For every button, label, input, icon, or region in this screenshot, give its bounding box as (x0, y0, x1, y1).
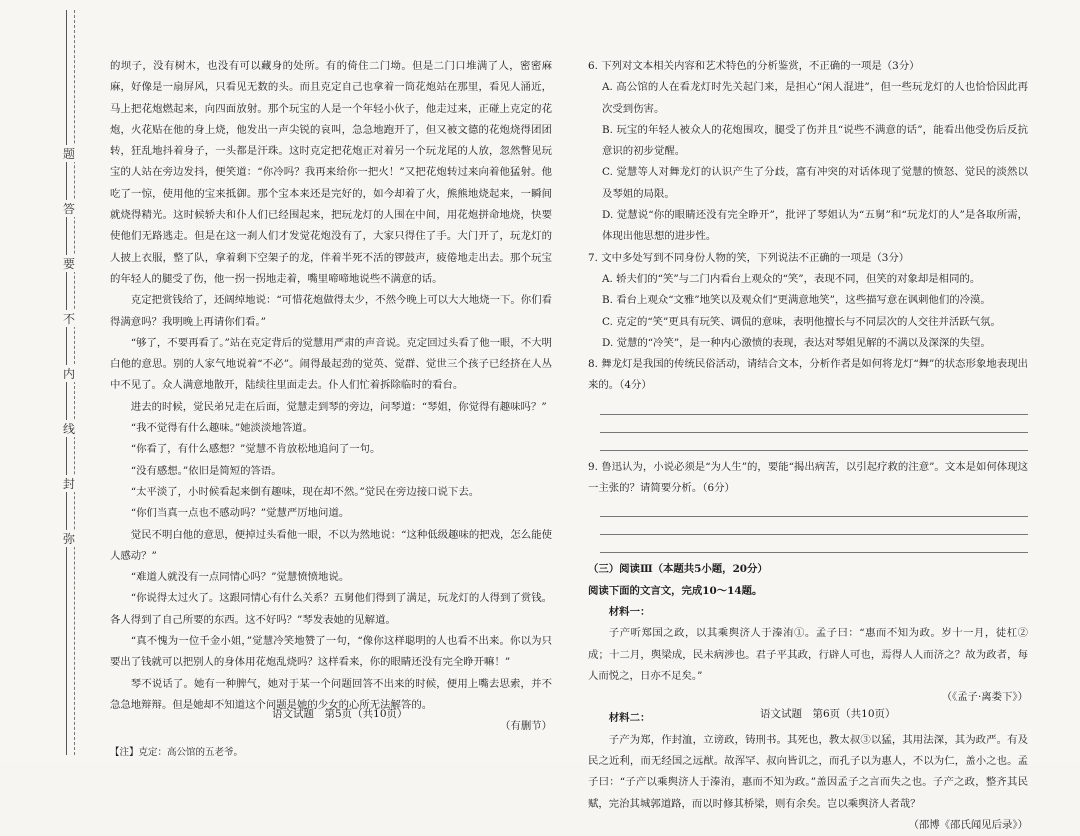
option: D. 觉慧的“冷笑”，是一种内心激愤的表现，表达对琴姐见解的不满以及深深的失望。 (602, 336, 991, 349)
paragraph: 觉民不明白他的意思，便掉过头看他一眼，不以为然地说：“这种低级趣味的把戏，怎么能使人感动？” (110, 528, 552, 562)
material-1-source: （《孟子·离娄下》） (941, 691, 1028, 704)
answer-line[interactable] (600, 535, 1028, 553)
option: A. 高公馆的人在看龙灯时先关起门来，是担心“闲人混进”，但一些玩龙灯的人也恰恰因此再次受到伤害。 (602, 81, 1028, 115)
paragraph: 进去的时候，觉民弟兄走在后面，觉慧走到琴的旁边，问琴道：“琴姐，你觉得有趣味吗？” (130, 400, 547, 413)
option: C. 觉慧等人对舞龙灯的认识产生了分歧，富有冲突的对话体现了觉慧的愤怒、觉民的淡然以及琴姐的局限。 (602, 166, 1028, 200)
option: B. 看台上观众“文雅”地笑以及观众们“更满意地笑”，这些描写意在讽刺他们的冷漠。 (602, 294, 991, 307)
material-1-title: 材料一： (608, 605, 651, 618)
paragraph: 的坝子，没有树木，也没有可以藏身的处所。有的倚住二门坳。但是二门口堆满了人，密密麻麻，好像是一扇屏风，只看见无数的头。而且克定自己也拿着一筒花炮站在那里，看见人涌近，马上把花炮燃起来，向四面放射。那个玩宝的人是一个年轻小伙子，他走过来，正碰上克定的花炮，火花贴在他的身上烧，他发出一声尖锐的哀叫，急急地跑开了，但又被文德的花炮烧得团团转，狂乱地抖着身子，一头都是汗珠。这时克定把花炮正对着另一个玩龙尾的人放，忽然瞥见玩宝的人站在旁边发抖，便笑道：“你冷吗？我再来给你一把火！”又把花炮转过来向着他猛射。他吃了一惊，使用他的宝来抵御。那个宝本来还是完好的，如今却着了火，熊熊地烧起来，一瞬间就烧得精光。这时候轿夫和仆人们已经围起来，把玩龙灯的人围在中间，用花炮拼命地烧，快要使他们无路逃走。但是在这一刹人们才发觉花炮没有了，大家只得住了手。大门开了，玩龙灯的人披上衣服，整了队，拿着剩下空架子的龙，伴着半死不活的锣鼓声，疲倦地走出去。那个玩宝的年轻人的腿受了伤，他一拐一拐地走着，嘴里啼啼地说些不满意的话。 (110, 60, 552, 285)
option: D. 觉慧说“你的眼睛还没有完全睁开”，批评了琴姐认为“五舅”和“玩龙灯的人”是各取所需，体现出他思想的进步性。 (602, 209, 1028, 243)
paragraph: “你说得太过火了。这跟同情心有什么关系？五舅他们得到了满足，玩龙灯的人得到了赏钱。各人得到了自己所要的东西。这不好吗？”琴发表她的见解道。 (110, 592, 552, 626)
material-1-text: 子产听郑国之政，以其乘舆济人于溱洧①。孟子曰：“惠而不知为政。岁十一月，徒杠②成；十二月，舆梁成，民未病涉也。君子平其政，行辟人可也，焉得人人而济之？故为政者，每人而悦之，日亦不足矣。” (588, 627, 1028, 682)
answer-line[interactable] (600, 397, 1028, 415)
material-2-title: 材料二： (608, 712, 651, 725)
binding-char: 内 (63, 367, 76, 381)
option: C. 克定的“笑”更具有玩笑、调侃的意味，表明他擅长与不同层次的人交往并活跃气氛。 (602, 315, 1001, 328)
answer-line[interactable] (600, 433, 1028, 451)
paragraph: “没有感想。”依旧是简短的答语。 (130, 464, 282, 477)
source-note: （有删节） (500, 720, 552, 733)
page-5-text (110, 56, 552, 763)
instructions: 阅读下面的文言文，完成10～14题。 (588, 584, 763, 597)
paragraph: 琴不说话了。她有一种脾气，她对于某一个问题回答不出来的时候，便用上嘴去思索，并不急急地辩辩。但是她却不知道这个问题是她的少女的心所无法解答的。 (110, 677, 552, 711)
binding-char: 答 (63, 202, 76, 216)
binding-char: 线 (63, 422, 76, 436)
paragraph: “太平淡了，小时候看起来倒有趣味，现在却不然。”觉民在旁边接口说下去。 (130, 485, 480, 498)
option: B. 玩宝的年轻人被众人的花炮围攻，腿受了伤并且“说些不满意的话”，能看出他受伤后反抗意识的初步觉醒。 (602, 123, 1028, 158)
material-2-source: （邵博《邵氏闻见后录》） (908, 818, 1028, 831)
page-5-footer: 语文试题 第5页（共10页） (272, 708, 408, 720)
binding-char: 弥 (63, 532, 76, 546)
paragraph: “够了，不要再看了。”站在克定背后的觉慧用严肃的声音说。克定回过头看了他一眼，不大明白他的意思。别的人家气地说着“不必”。闹得最起劲的觉英、觉群、觉世三个孩子已经挤在人丛中不见了。众人满意地散开，陆续往里面走去。仆人们忙着拆除临时的看台。 (110, 336, 552, 392)
section-heading: （三）阅读Ⅲ（本题共5小题，20分） (588, 563, 768, 576)
paragraph: “你们当真一点也不感动吗？”觉慧严厉地问道。 (130, 507, 350, 520)
answer-line[interactable] (600, 415, 1028, 433)
material-2-text: 子产为郑，作封洫，立谤政，铸刑书。其死也，教太叔③以猛，其用法深，其为政严。有及民之近利，而无经国之远猷。故浑罕、叔向皆讥之，而孔子以为惠人，不以为仁，盖小之也。孟子曰：“子产以乘舆济人于溱洧，惠而不知为政。”盖因孟子之言而失之也。子产之政，整齐其民赋，完治其城郭道路，而以时修其桥梁，则有余矣。岂以乘舆济人者哉？ (588, 733, 1028, 810)
paragraph: “我不觉得有什么趣味。”她淡淡地答道。 (130, 422, 313, 435)
paragraph: “你看了，有什么感想？”觉慧不肯放松地追问了一句。 (130, 443, 381, 456)
binding-margin (62, 10, 80, 755)
paragraph: 克定把赏钱给了，还阔绰地说：“可惜花炮做得太少，不然今晚上可以大大地烧一下。你们看得满意吗？我明晚上再请你们看。” (110, 294, 552, 328)
answer-line[interactable] (600, 499, 1028, 517)
binding-char: 封 (63, 477, 76, 491)
question-6: 6. 下列对文本相关内容和艺术特色的分析鉴赏，不正确的一项是（3分） (588, 60, 920, 72)
question-7: 7. 文中多处写到不同身份人物的笑，下列说法不正确的一项是（3分） (588, 251, 910, 264)
paragraph: “真不愧为一位千金小姐，”觉慧冷笑地赞了一句，“像你这样聪明的人也看不出来。你以为只要出了钱就可以把别人的身体用花炮乱烧吗？这样看来，你的眼睛还没有完全睁开嘛！” (110, 635, 552, 669)
binding-char: 要 (63, 257, 76, 271)
answer-line[interactable] (600, 517, 1028, 535)
page-6-footer: 语文试题 第6页（共10页） (760, 708, 896, 720)
question-8: 8. 舞龙灯是我国的传统民俗活动，请结合文本，分析作者是如何将龙灯“舞”的状态形象地表现出来的。（4分） (588, 358, 1028, 392)
question-9: 9. 鲁迅认为，小说必须是“为人生”的，要能“揭出病苦，以引起疗救的注意”。文本是如何体现这一主张的？请简要分析。（6分） (588, 460, 1028, 495)
binding-char: 题 (63, 147, 76, 161)
annotation: 【注】克定：高公馆的五老爷。 (110, 746, 244, 758)
binding-char: 不 (63, 312, 76, 326)
paragraph: “难道人就没有一点同情心吗？”觉慧愤愤地说。 (130, 571, 350, 584)
option: A. 轿夫们的“笑”与二门内看台上观众的“笑”，表现不同，但笑的对象却是相同的。 (602, 272, 981, 285)
